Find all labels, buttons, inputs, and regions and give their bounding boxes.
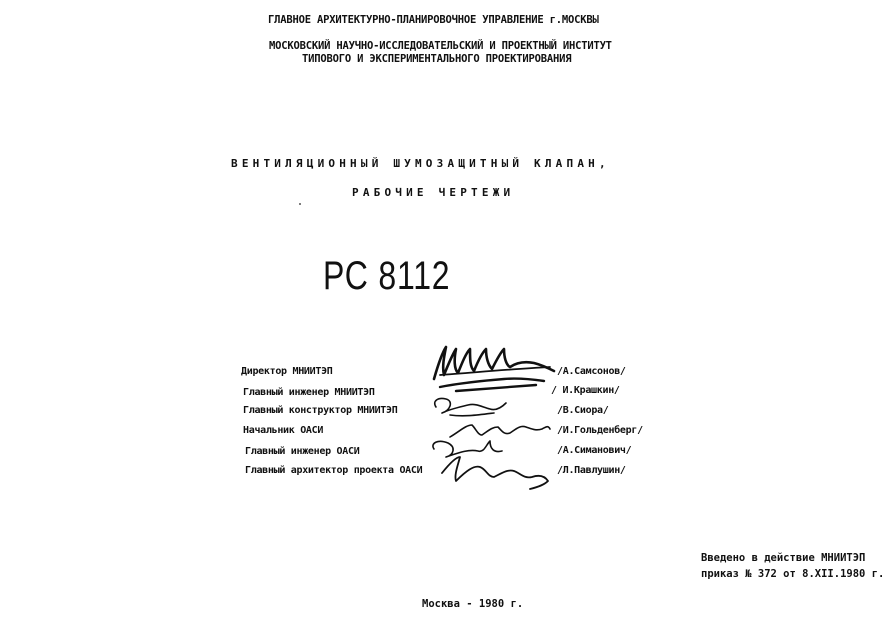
signatory-position-1: Директор МНИИТЭП [241, 366, 333, 377]
footer-city-year: Москва - 1980 г. [422, 598, 524, 610]
header-line-1: ГЛАВНОЕ АРХИТЕКТУРНО-ПЛАНИРОВОЧНОЕ УПРАВЛЕНИЕ г.МОСКВЫ [268, 14, 599, 26]
decree-line-2: приказ № 372 от 8.XII.1980 г. [701, 568, 885, 580]
signature-2 [440, 379, 544, 391]
signatory-name-2: / И.Крашкин/ [551, 385, 620, 396]
document-title: ВЕНТИЛЯЦИОННЫЙ ШУМОЗАЩИТНЫЙ КЛАПАН, [231, 157, 610, 170]
signature-5 [433, 441, 502, 457]
signature-3 [435, 398, 506, 415]
signatory-name-4: /И.Гольденберг/ [557, 425, 643, 436]
header-line-3: ТИПОВОГО И ЭКСПЕРИМЕНТАЛЬНОГО ПРОЕКТИРОВАНИЯ [302, 53, 572, 65]
header-line-2: МОСКОВСКИЙ НАУЧНО-ИССЛЕДОВАТЕЛЬСКИЙ И ПРОЕКТНЫЙ ИНСТИТУТ [269, 40, 612, 52]
signatory-position-3: Главный конструктор МНИИТЭП [243, 405, 398, 416]
signatory-name-6: /Л.Павлушин/ [557, 465, 626, 476]
document-subtitle: РАБОЧИЕ ЧЕРТЕЖИ [352, 186, 515, 199]
signatory-name-1: /А.Самсонов/ [557, 366, 626, 377]
signatures-graphic [420, 335, 560, 495]
speck [299, 203, 301, 205]
signature-4 [450, 425, 550, 437]
document-code: РС 8112 [323, 254, 451, 298]
signatory-position-5: Главный инженер ОАСИ [245, 446, 360, 457]
decree-line-1: Введено в действие МНИИТЭП [701, 552, 866, 564]
signatory-position-2: Главный инженер МНИИТЭП [243, 387, 375, 398]
signatory-name-3: /В.Сиора/ [557, 405, 609, 416]
signatory-position-6: Главный архитектор проекта ОАСИ [245, 465, 423, 476]
signatory-name-5: /А.Симанович/ [557, 445, 632, 456]
signatory-position-4: Начальник ОАСИ [243, 425, 324, 436]
signature-6 [442, 457, 548, 489]
